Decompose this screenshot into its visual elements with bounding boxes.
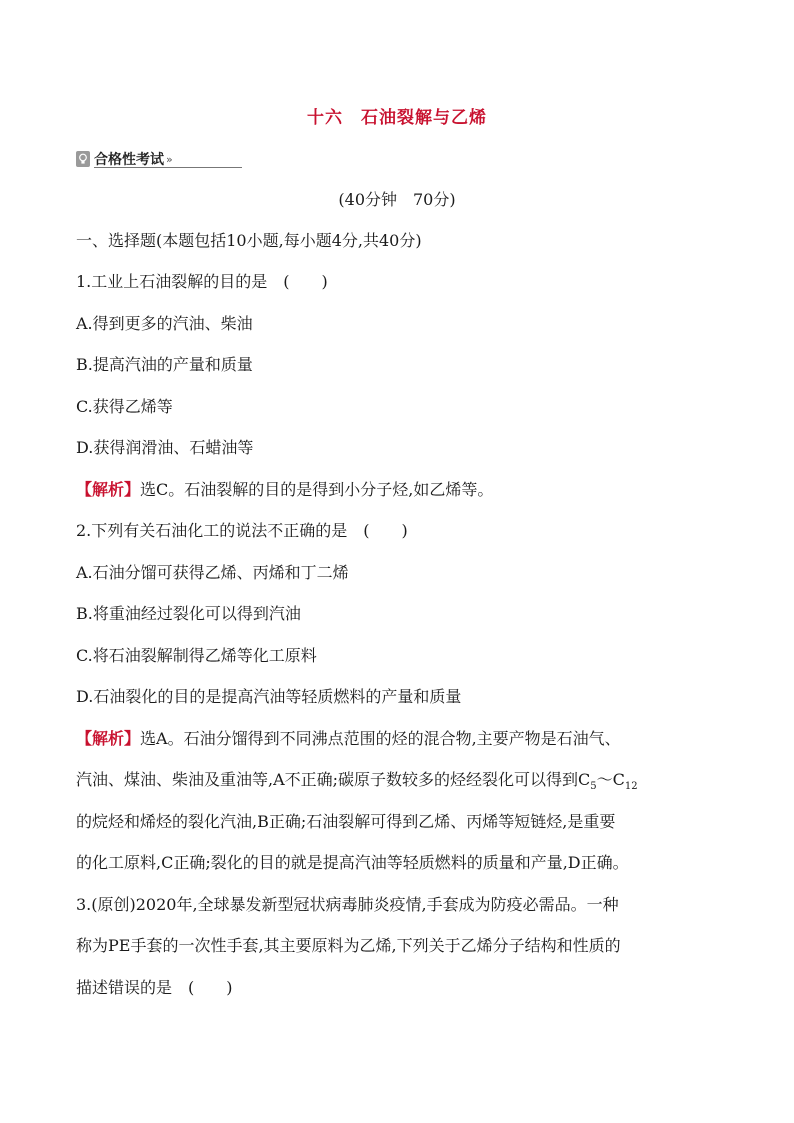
question-2-answer bbox=[76, 728, 621, 750]
subscript: 5 bbox=[590, 781, 597, 793]
page-title: 十六 石油裂解与乙烯 bbox=[307, 108, 487, 128]
section-tag bbox=[76, 149, 173, 169]
question-1-stem: 1.工业上石油裂解的目的是 ( ) bbox=[76, 272, 328, 291]
answer-label: 【解析】 bbox=[76, 729, 141, 748]
question-1-answer bbox=[76, 479, 493, 501]
question-1-option-c: C.获得乙烯等 bbox=[76, 397, 173, 416]
question-1-option-b: B.提高汽油的产量和质量 bbox=[76, 355, 253, 374]
answer-text: 汽油、煤油、柴油及重油等,A不正确;碳原子数较多的烃经裂化可以得到C bbox=[76, 770, 591, 789]
question-2-answer-line-3: 的烷烃和烯烃的裂化汽油,B正确;石油裂解可得到乙烯、丙烯等短链烃,是重要 bbox=[76, 812, 616, 831]
question-3-stem-line-3: 描述错误的是 ( ) bbox=[76, 978, 233, 997]
question-2-option-d: D.石油裂化的目的是提高汽油等轻质燃料的产量和质量 bbox=[76, 687, 462, 706]
part-heading: 一、选择题(本题包括10小题,每小题4分,共40分) bbox=[76, 231, 422, 250]
time-score: (40分钟 70分) bbox=[338, 190, 456, 209]
question-1-option-a: A.得到更多的汽油、柴油 bbox=[76, 314, 253, 333]
section-tag-label: 合格性考试 bbox=[94, 152, 164, 168]
answer-label: 【解析】 bbox=[76, 480, 141, 499]
question-2-option-a: A.石油分馏可获得乙烯、丙烯和丁二烯 bbox=[76, 563, 349, 582]
question-2-answer-line-4: 的化工原料,C正确;裂化的目的就是提高汽油等轻质燃料的质量和产量,D正确。 bbox=[76, 853, 629, 872]
question-2-stem: 2.下列有关石油化工的说法不正确的是 ( ) bbox=[76, 521, 408, 540]
section-divider bbox=[94, 167, 242, 168]
answer-text: ～C bbox=[596, 770, 625, 789]
question-1-option-d: D.获得润滑油、石蜡油等 bbox=[76, 438, 254, 457]
question-2-answer-line-2 bbox=[76, 769, 638, 791]
answer-text: 选A。石油分馏得到不同沸点范围的烃的混合物,主要产物是石油气、 bbox=[140, 729, 621, 748]
double-chevron-icon: » bbox=[166, 152, 173, 166]
subscript: 12 bbox=[624, 781, 638, 793]
question-3-stem-line-1: 3.(原创)2020年,全球暴发新型冠状病毒肺炎疫情,手套成为防疫必需品。一种 bbox=[76, 895, 619, 914]
question-3-stem-line-2: 称为PE手套的一次性手套,其主要原料为乙烯,下列关于乙烯分子结构和性质的 bbox=[76, 936, 621, 955]
answer-text: 选C。石油裂解的目的是得到小分子烃,如乙烯等。 bbox=[140, 480, 494, 499]
question-2-option-c: C.将石油裂解制得乙烯等化工原料 bbox=[76, 646, 317, 665]
question-2-option-b: B.将重油经过裂化可以得到汽油 bbox=[76, 604, 301, 623]
lightbulb-icon bbox=[76, 151, 90, 167]
